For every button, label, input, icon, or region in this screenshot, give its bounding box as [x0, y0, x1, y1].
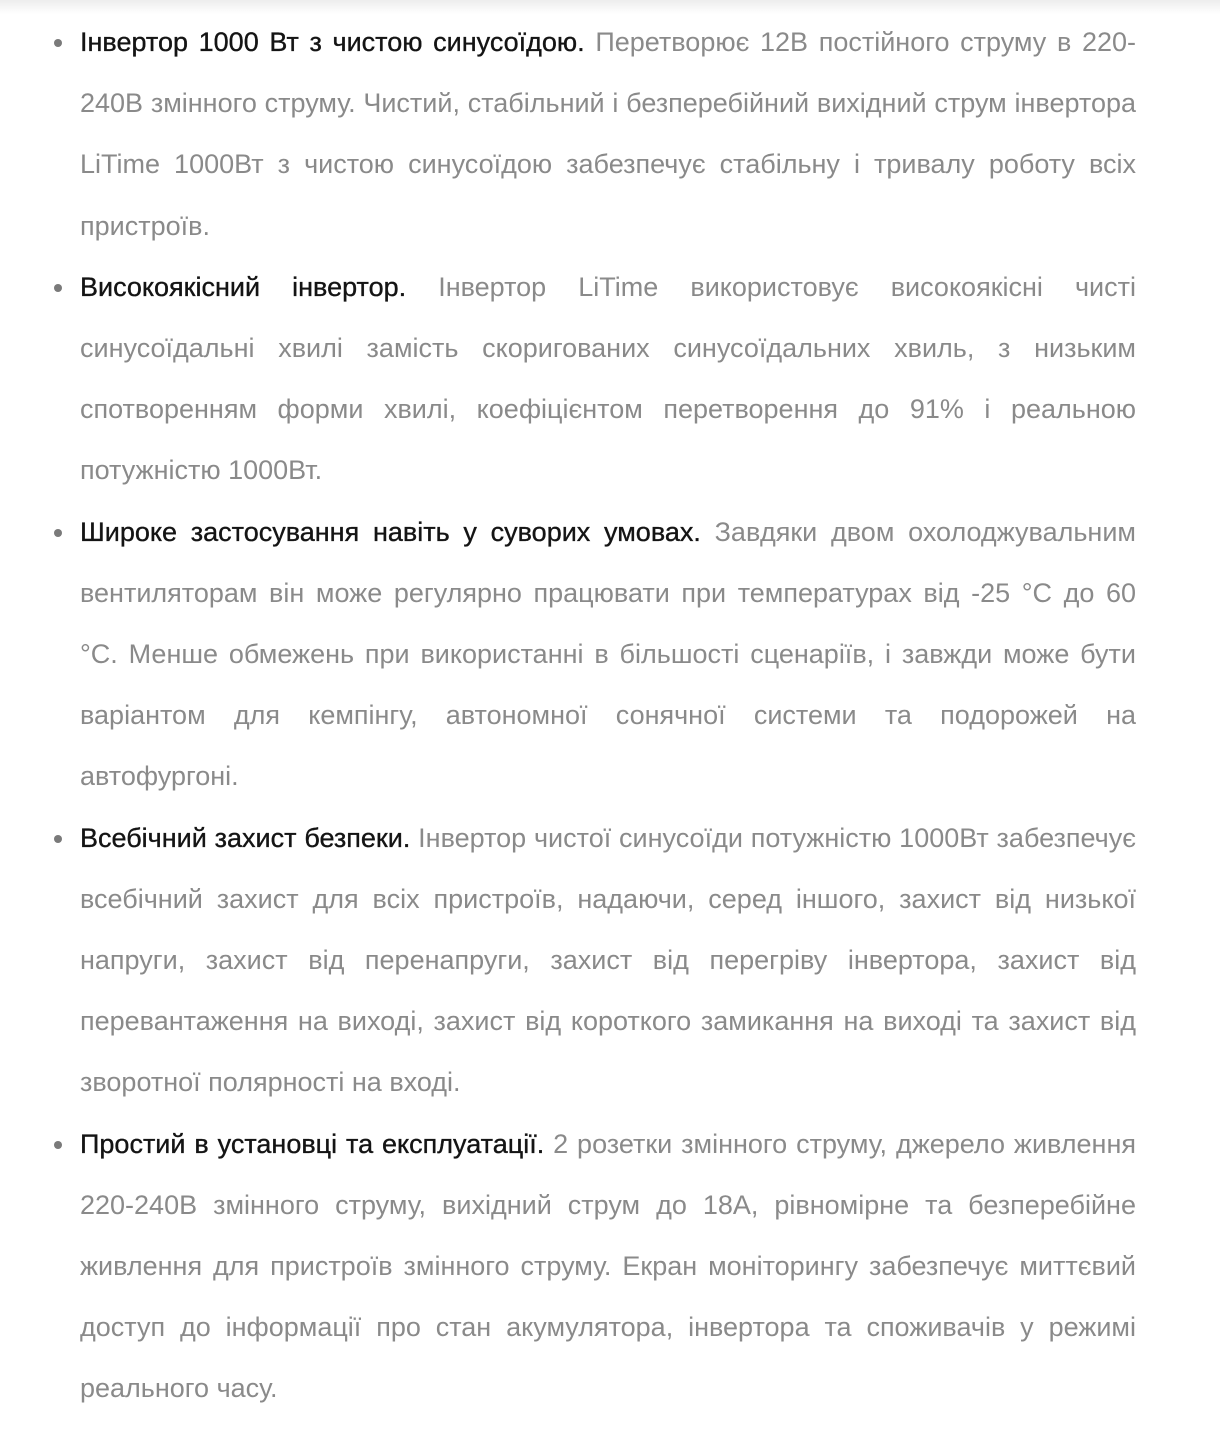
- feature-title: Простий в установці та експлуатації.: [80, 1128, 554, 1159]
- feature-title: Високоякісний інвертор.: [80, 271, 439, 302]
- feature-description: Перетворює 12В постійного струму в 220-240В змінного струму. Чистий, стабільний і безперебійний вихідний струм інвертора LiTime 1000Вт з чистою синусоїдою забезпечує стабільну і тривалу роботу всіх пристроїв.: [80, 27, 1136, 241]
- feature-list: [80, 12, 1136, 1420]
- bullet-icon: [54, 835, 62, 843]
- list-item: [80, 12, 1136, 257]
- bullet-icon: [54, 529, 62, 537]
- bullet-icon: [54, 284, 62, 292]
- feature-description: Інвертор LiTime використовує високоякісні чисті синусоїдальні хвилі замість скоригованих синусоїдальних хвиль, з низьким спотворенням форми хвилі, коефіцієнтом перетворення до 91% і реальною потужністю 1000Вт.: [80, 271, 1137, 486]
- bullet-icon: [54, 39, 62, 47]
- feature-title: Інвертор 1000 Вт з чистою синусоїдою.: [80, 27, 596, 57]
- list-item: [80, 1114, 1136, 1420]
- list-item: [80, 257, 1136, 502]
- list-item: [80, 502, 1136, 808]
- bullet-icon: [54, 1141, 62, 1149]
- list-item: [80, 808, 1136, 1114]
- feature-title: Всебічний захист безпеки.: [80, 822, 419, 853]
- feature-title: Широке застосування навіть у суворих умовах.: [80, 516, 715, 547]
- feature-description: Завдяки двом охолоджувальним вентиляторам він може регулярно працювати при температурах від -25 °C до 60 °C. Менше обмежень при використанні в більшості сценаріїв, і завжди може бути варіантом для кемпінгу, автономної сонячної системи та подорожей на автофургоні.: [80, 516, 1136, 792]
- feature-description: 2 розетки змінного струму, джерело живлення 220-240В змінного струму, вихідний струм до 18А, рівномірне та безперебійне живлення для пристроїв змінного струму. Екран моніторингу забезпечує миттєвий доступ до інформації про стан акумулятора, інвертора та споживачів у режимі реального часу.: [80, 1128, 1136, 1404]
- feature-description: Інвертор чистої синусоїди потужністю 1000Вт забезпечує всебічний захист для всіх пристроїв, надаючи, серед іншого, захист від низької напруги, захист від перенапруги, захист від перегріву інвертора, захист від перевантаження на виході, захист від короткого замикання на виході та захист від зворотної полярності на вході.: [80, 822, 1136, 1098]
